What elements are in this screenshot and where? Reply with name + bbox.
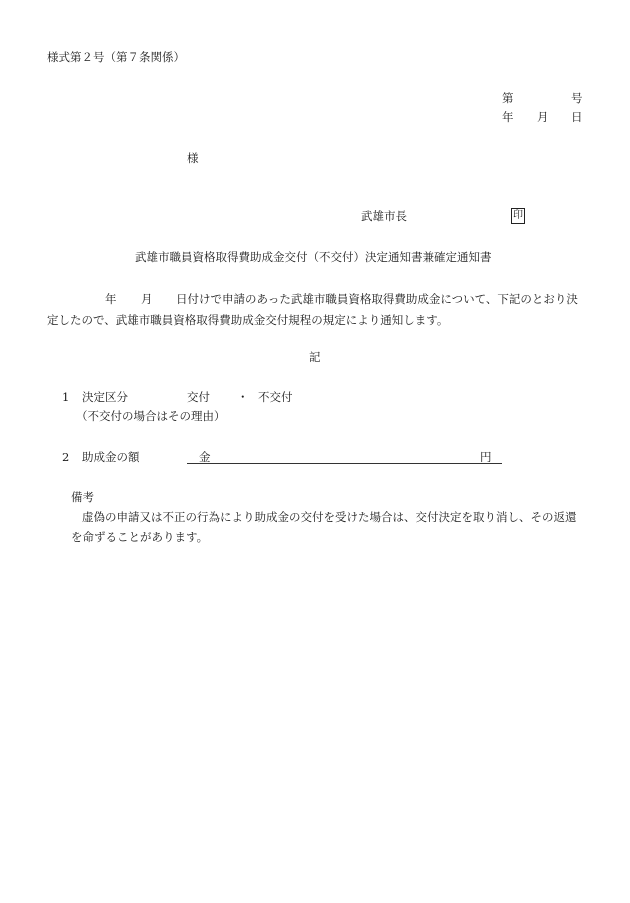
item1-option-nongrant: 不交付 — [258, 390, 293, 404]
item1-option-grant: 交付 — [187, 390, 210, 404]
ki-heading: 記 — [309, 350, 321, 364]
remarks-line1: 虚偽の申請又は不正の行為により助成金の交付を受けた場合は、交付決定を取り消し、その返還 — [82, 510, 577, 524]
doc-number-prefix: 第 — [502, 91, 514, 105]
body-month: 月 — [141, 292, 153, 306]
issuer-name: 武雄市長 — [361, 209, 407, 223]
item2-number: 2 — [62, 450, 70, 464]
item1-label: 決定区分 — [82, 390, 128, 404]
amount-underline — [187, 463, 502, 464]
body-year: 年 — [105, 292, 117, 306]
doc-date-year: 年 — [502, 110, 514, 124]
item1-number: 1 — [62, 390, 70, 404]
doc-date-day: 日 — [571, 110, 583, 124]
item2-prefix: 金 — [199, 450, 211, 464]
body-text-line1: 日付けで申請のあった武雄市職員資格取得費助成金について、下記のとおり決 — [176, 292, 578, 306]
item1-separator: ・ — [237, 390, 249, 404]
document-title: 武雄市職員資格取得費助成金交付（不交付）決定通知書兼確定通知書 — [135, 250, 492, 264]
doc-number-suffix: 号 — [571, 91, 583, 105]
remarks-heading: 備考 — [71, 490, 94, 504]
doc-date-month: 月 — [537, 110, 549, 124]
remarks-line2: を命ずることがあります。 — [71, 530, 209, 544]
body-text-line2: 定したので、武雄市職員資格取得費助成金交付規程の規定により通知します。 — [47, 313, 449, 327]
item2-unit: 円 — [480, 450, 492, 464]
seal-mark: 印 — [511, 208, 525, 224]
item1-note: （不交付の場合はその理由） — [76, 409, 226, 423]
form-label: 様式第２号（第７条関係） — [47, 50, 185, 64]
item2-label: 助成金の額 — [82, 450, 140, 464]
addressee-suffix: 様 — [187, 151, 199, 165]
